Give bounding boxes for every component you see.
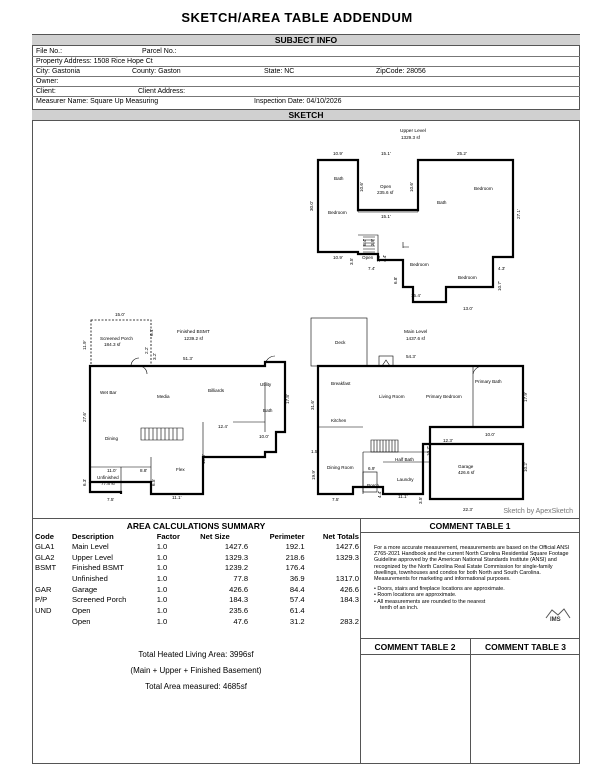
upper-room-bedroom-3: Bedroom (410, 262, 429, 267)
garage-label: Garage (458, 464, 474, 469)
area-calc-header-row (34, 531, 360, 541)
comment-bullet-3: • All measurements are rounded to the nearest (374, 598, 486, 605)
upper-room-open-1-area: 235.6 sf (377, 190, 394, 195)
main-dim-6: 1.5' (311, 449, 319, 454)
page-title: SKETCH/AREA TABLE ADDENDUM (181, 10, 413, 25)
upper-dim-14: 10.7' (497, 281, 502, 291)
info-row-measurer (32, 97, 580, 107)
upper-stair-arrow (403, 242, 409, 248)
cell-perimeter: 192.1 (285, 541, 305, 551)
comment-table-3-title: COMMENT TABLE 3 (484, 642, 567, 652)
basement-dim-15: 6.5' (151, 478, 156, 486)
cell-net-size: 1329.3 (224, 552, 249, 562)
upper-room-bedroom-1: Bedroom (328, 210, 347, 215)
cell-net-size: 426.6 (229, 584, 249, 594)
cell-perimeter: 84.4 (289, 584, 305, 594)
total-heated-note: (Main + Upper + Finished Basement) (130, 666, 262, 675)
basement-dim-1: 15.0' (115, 312, 125, 317)
upper-dim-6: 10.6' (409, 182, 414, 192)
area-calc-table (34, 531, 360, 627)
cell-code (34, 616, 71, 627)
cell-description: Open (71, 616, 91, 626)
cell-code: GLA1 (35, 541, 55, 551)
basement-dim-14: 6.3' (82, 478, 87, 486)
main-dim-12: 11.1' (398, 494, 408, 499)
upper-dim-11: 7.4' (368, 266, 376, 271)
cell-net-size: 47.6 (233, 616, 249, 626)
col-perimeter: Perimeter (269, 531, 305, 541)
basement-dim-3: 6.1' (149, 328, 154, 336)
main-level-title: Main Level (404, 330, 428, 335)
upper-dim-9: 10.9' (333, 255, 343, 260)
main-room-deck: Deck (335, 340, 346, 345)
basement-room-wet-bar: Wet Bar (100, 390, 117, 395)
property-address: Property Address: 1508 Rice Hope Ct (36, 58, 153, 65)
upper-dim-10: 3.5' (349, 257, 354, 265)
cell-net-total: 184.3 (339, 595, 359, 605)
comment-paragraph: For a more accurate measurement, measurements are based on the Official ANSI Z765-2021 Handbook and the current North Carolina Residential Square Footage Guideline approved by the American National Standards Institute (ANSI) and recognized by the North Carolina Real Estate Commission for single-family dwellings, townhouses and condos for both North and South Carolina. Measurements for marketing and informational purposes. (374, 545, 570, 583)
comment-bullet-2: • Room locations are approximate. (374, 592, 457, 599)
upper-dim-17: 6.4' (362, 238, 367, 246)
comment-table-2-title: COMMENT TABLE 2 (374, 642, 456, 652)
cell-code (34, 573, 71, 584)
comment-bullet-1: • Doors, stairs and fireplace locations are approximate. (374, 586, 505, 593)
cell-description: Main Level (71, 541, 109, 551)
upper-level-plan (309, 128, 521, 311)
main-dim-8: 10.7' (426, 446, 431, 456)
cell-factor: 1.0 (156, 616, 168, 626)
upper-dim-3: 25.2' (457, 151, 467, 156)
upper-level-walls (318, 160, 513, 302)
upper-dim-1: 10.9' (333, 151, 343, 156)
cell-factor: 1.0 (156, 552, 168, 562)
floor-plan-drawing (33, 122, 579, 518)
upper-dim-18: 3.9' (370, 238, 375, 246)
upper-room-bath-1: Bath (334, 176, 344, 181)
county: County: Gaston (132, 68, 181, 75)
cell-factor: 1.0 (156, 605, 168, 615)
basement-dim-17: 11.1' (172, 495, 182, 500)
parcel-no-label: Parcel No.: (142, 48, 177, 55)
cell-perimeter: 31.2 (289, 616, 305, 626)
main-dim-7: 19.9' (311, 470, 316, 480)
basement-dim-2: 11.9' (82, 340, 87, 350)
comment-table-1-body (374, 545, 574, 611)
info-row-address (32, 57, 580, 67)
cell-code: UND (35, 605, 52, 615)
sketch-header: SKETCH (32, 109, 580, 121)
ims-logo-text: IMS (550, 617, 561, 622)
ims-logo-icon (544, 606, 572, 622)
comment-tables-header-rule (360, 654, 580, 655)
main-room-laundry: Laundry (397, 477, 414, 482)
basement-dim-13: 8.8' (140, 468, 148, 473)
table-row (34, 616, 360, 627)
state: State: NC (264, 68, 295, 75)
table-row (34, 584, 360, 595)
screened-porch-label: Screened Porch (100, 336, 133, 341)
main-stair-outline (371, 440, 398, 452)
apexsketch-watermark: Sketch by ApexSketch (503, 508, 573, 515)
col-description: Description (71, 531, 114, 541)
cell-factor: 1.0 (156, 584, 168, 594)
basement-room-billiards: Billiards (208, 388, 225, 393)
upper-dim-8: 27.1' (516, 209, 521, 219)
cell-description: Upper Level (71, 552, 113, 562)
client-label: Client: (36, 88, 56, 95)
upper-dim-20: 4.4' (382, 254, 387, 262)
fireplace (379, 356, 393, 366)
bottom-divider (32, 518, 580, 519)
main-dim-4: 12.3' (443, 438, 453, 443)
cell-code: P/P (35, 595, 48, 605)
cell-net-size: 1427.6 (224, 541, 249, 551)
sketch-area (33, 122, 579, 518)
table-row (34, 552, 360, 563)
col-net-size: Net Size (200, 531, 230, 541)
basement-room-bath: Bath (263, 408, 273, 413)
upper-dim-15: 15.4' (411, 293, 421, 298)
cell-net-total: 283.2 (339, 616, 359, 626)
file-no-label: File No.: (36, 48, 63, 55)
main-stairs (374, 440, 395, 452)
table-row (34, 541, 360, 552)
cell-net-total: 1329.3 (335, 552, 359, 562)
basement-dim-10: 10.0' (259, 434, 269, 439)
cell-code: GLA2 (35, 552, 55, 562)
client-address-label: Client Address: (138, 88, 186, 95)
basement-room-utility: Utility (260, 382, 272, 387)
cell-perimeter: 61.4 (289, 605, 305, 615)
basement-room-flex: Flex (176, 467, 185, 472)
basement-dim-8: 17.8' (285, 394, 290, 404)
upper-dim-5: 10.6' (359, 182, 364, 192)
cell-description: Finished BSMT (71, 563, 124, 573)
subject-info-header: SUBJECT INFO (32, 34, 580, 46)
basement-dim-6: 51.3' (183, 356, 193, 361)
main-room-half-bath: Half Bath (395, 457, 414, 462)
unfinished-label: Unfinished (97, 475, 119, 480)
basement-plan (82, 312, 290, 502)
porch-outline (363, 472, 380, 492)
upper-dim-19: 3.6' (376, 254, 381, 262)
main-dim-10: 10.2' (523, 462, 528, 472)
main-room-breakfast: Breakfast (331, 381, 351, 386)
cell-code: GAR (35, 584, 52, 594)
city: City: Gastonia (36, 68, 80, 75)
cell-net-total: 1427.6 (335, 541, 359, 551)
cell-description: Open (71, 605, 91, 615)
main-dim-11: 7.5' (332, 497, 340, 502)
main-dim-9: 6.9' (368, 466, 376, 471)
garage-area: 426.6 sf (458, 470, 475, 475)
col-net-totals: Net Totals (322, 531, 359, 541)
unfinished-area: 77.8 sf (101, 481, 115, 486)
basement-walls (90, 362, 285, 494)
table-row (34, 605, 360, 616)
table-row (34, 562, 360, 573)
main-dim-2: 31.6' (310, 400, 315, 410)
basement-area: 1239.2 sf (184, 336, 203, 341)
cell-net-total: 426.6 (339, 584, 359, 594)
cell-description: Garage (71, 584, 98, 594)
screened-porch-outline (91, 320, 151, 366)
cell-net-size: 77.8 (233, 573, 249, 583)
col-factor: Factor (156, 531, 180, 541)
main-dim-3: 17.9' (523, 392, 528, 402)
upper-dim-13: 6.8' (393, 276, 398, 284)
main-room-living: Living Room (379, 394, 405, 399)
upper-dim-16: 13.0' (463, 306, 473, 311)
upper-room-bedroom-4: Bedroom (458, 275, 477, 280)
inspection-date: Inspection Date: 04/10/2026 (254, 98, 342, 105)
upper-dim-2: 15.1' (381, 151, 391, 156)
cell-description: Unfinished (71, 573, 108, 583)
cell-factor: 1.0 (156, 595, 168, 605)
basement-dim-9: 12.4' (218, 424, 228, 429)
main-room-primary-bedroom: Primary Bedroom (426, 394, 462, 399)
cell-net-size: 1239.2 (224, 563, 249, 573)
main-room-dining: Dining Room (327, 465, 354, 470)
comment-bullet-4: tenth of an inch. (380, 604, 419, 611)
zip-code: ZipCode: 28056 (376, 68, 426, 75)
upper-dim-12: 4.3' (498, 266, 506, 271)
upper-room-open-1: Open (380, 184, 392, 189)
basement-dim-7: 27.6' (82, 412, 87, 422)
owner-label: Owner: (36, 78, 59, 85)
main-dim-15: 4.4' (377, 490, 382, 498)
upper-level-area: 1329.3 sf (401, 135, 420, 140)
area-calc-title: AREA CALCULATIONS SUMMARY (126, 521, 266, 531)
basement-title: Finished BSMT (177, 330, 210, 335)
basement-room-media: Media (157, 394, 170, 399)
info-row-file (32, 47, 580, 57)
basement-dim-12: 11.0' (107, 468, 117, 473)
cell-net-size: 235.6 (229, 605, 249, 615)
main-room-primary-bath: Primary Bath (475, 379, 502, 384)
cell-net-total (306, 562, 360, 573)
porch-label: Porch (367, 483, 380, 488)
upper-dim-4: 30.0' (309, 201, 314, 211)
comment-table-1-rule (360, 532, 580, 533)
basement-room-dining: Dining (105, 436, 119, 441)
cell-description: Screened Porch (71, 595, 127, 605)
cell-net-size: 184.3 (229, 595, 249, 605)
garage-walls (430, 444, 523, 499)
comment-table-1-title: COMMENT TABLE 1 (429, 521, 511, 531)
cell-perimeter: 36.9 (289, 573, 305, 583)
cell-factor: 1.0 (156, 563, 168, 573)
screened-porch-area: 184.3 sf (104, 342, 121, 347)
upper-room-bedroom-2: Bedroom (474, 186, 493, 191)
info-row-location (32, 67, 580, 77)
table-row (34, 594, 360, 605)
main-room-kitchen: Kitchen (331, 418, 347, 423)
measurer-name: Measurer Name: Square Up Measuring (36, 98, 159, 105)
upper-stair-outline (358, 235, 378, 254)
cell-perimeter: 218.6 (285, 552, 305, 562)
cell-factor: 1.0 (156, 573, 168, 583)
cell-factor: 1.0 (156, 541, 168, 551)
table-row (34, 573, 360, 584)
upper-level-title: Upper Level (400, 129, 426, 134)
basement-dim-5: 2.2' (144, 346, 149, 354)
cell-net-total: 1317.0 (335, 573, 359, 583)
comment-tables-divider (470, 638, 471, 764)
info-row-owner (32, 77, 580, 87)
total-heated-living-area: Total Heated Living Area: 3996sf (138, 650, 254, 659)
main-dim-1: 54.3' (406, 354, 416, 359)
cell-perimeter: 57.4 (289, 595, 305, 605)
main-level-plan (310, 318, 528, 512)
main-dim-5: 10.0' (485, 432, 495, 437)
col-code: Code (35, 531, 54, 541)
upper-room-bath-2: Bath (437, 200, 447, 205)
basement-stairs (145, 428, 177, 440)
cell-perimeter: 176.4 (285, 563, 305, 573)
bottom-vertical-divider (360, 518, 361, 764)
main-dim-14: 22.3' (463, 507, 473, 512)
upper-room-open-2: Open (362, 255, 374, 260)
cell-net-total (306, 605, 360, 616)
basement-dim-4: 3.2' (152, 352, 157, 360)
main-dim-13: 3.5' (418, 496, 423, 504)
basement-dim-11: 10.8' (201, 454, 206, 464)
main-level-area: 1437.6 sf (406, 336, 425, 341)
cell-code: BSMT (35, 563, 57, 573)
total-area-measured: Total Area measured: 4685sf (145, 682, 247, 691)
basement-dim-16: 7.5' (107, 497, 115, 502)
upper-dim-7: 15.1' (381, 214, 391, 219)
main-door-swing (473, 366, 483, 374)
info-row-client (32, 87, 580, 97)
